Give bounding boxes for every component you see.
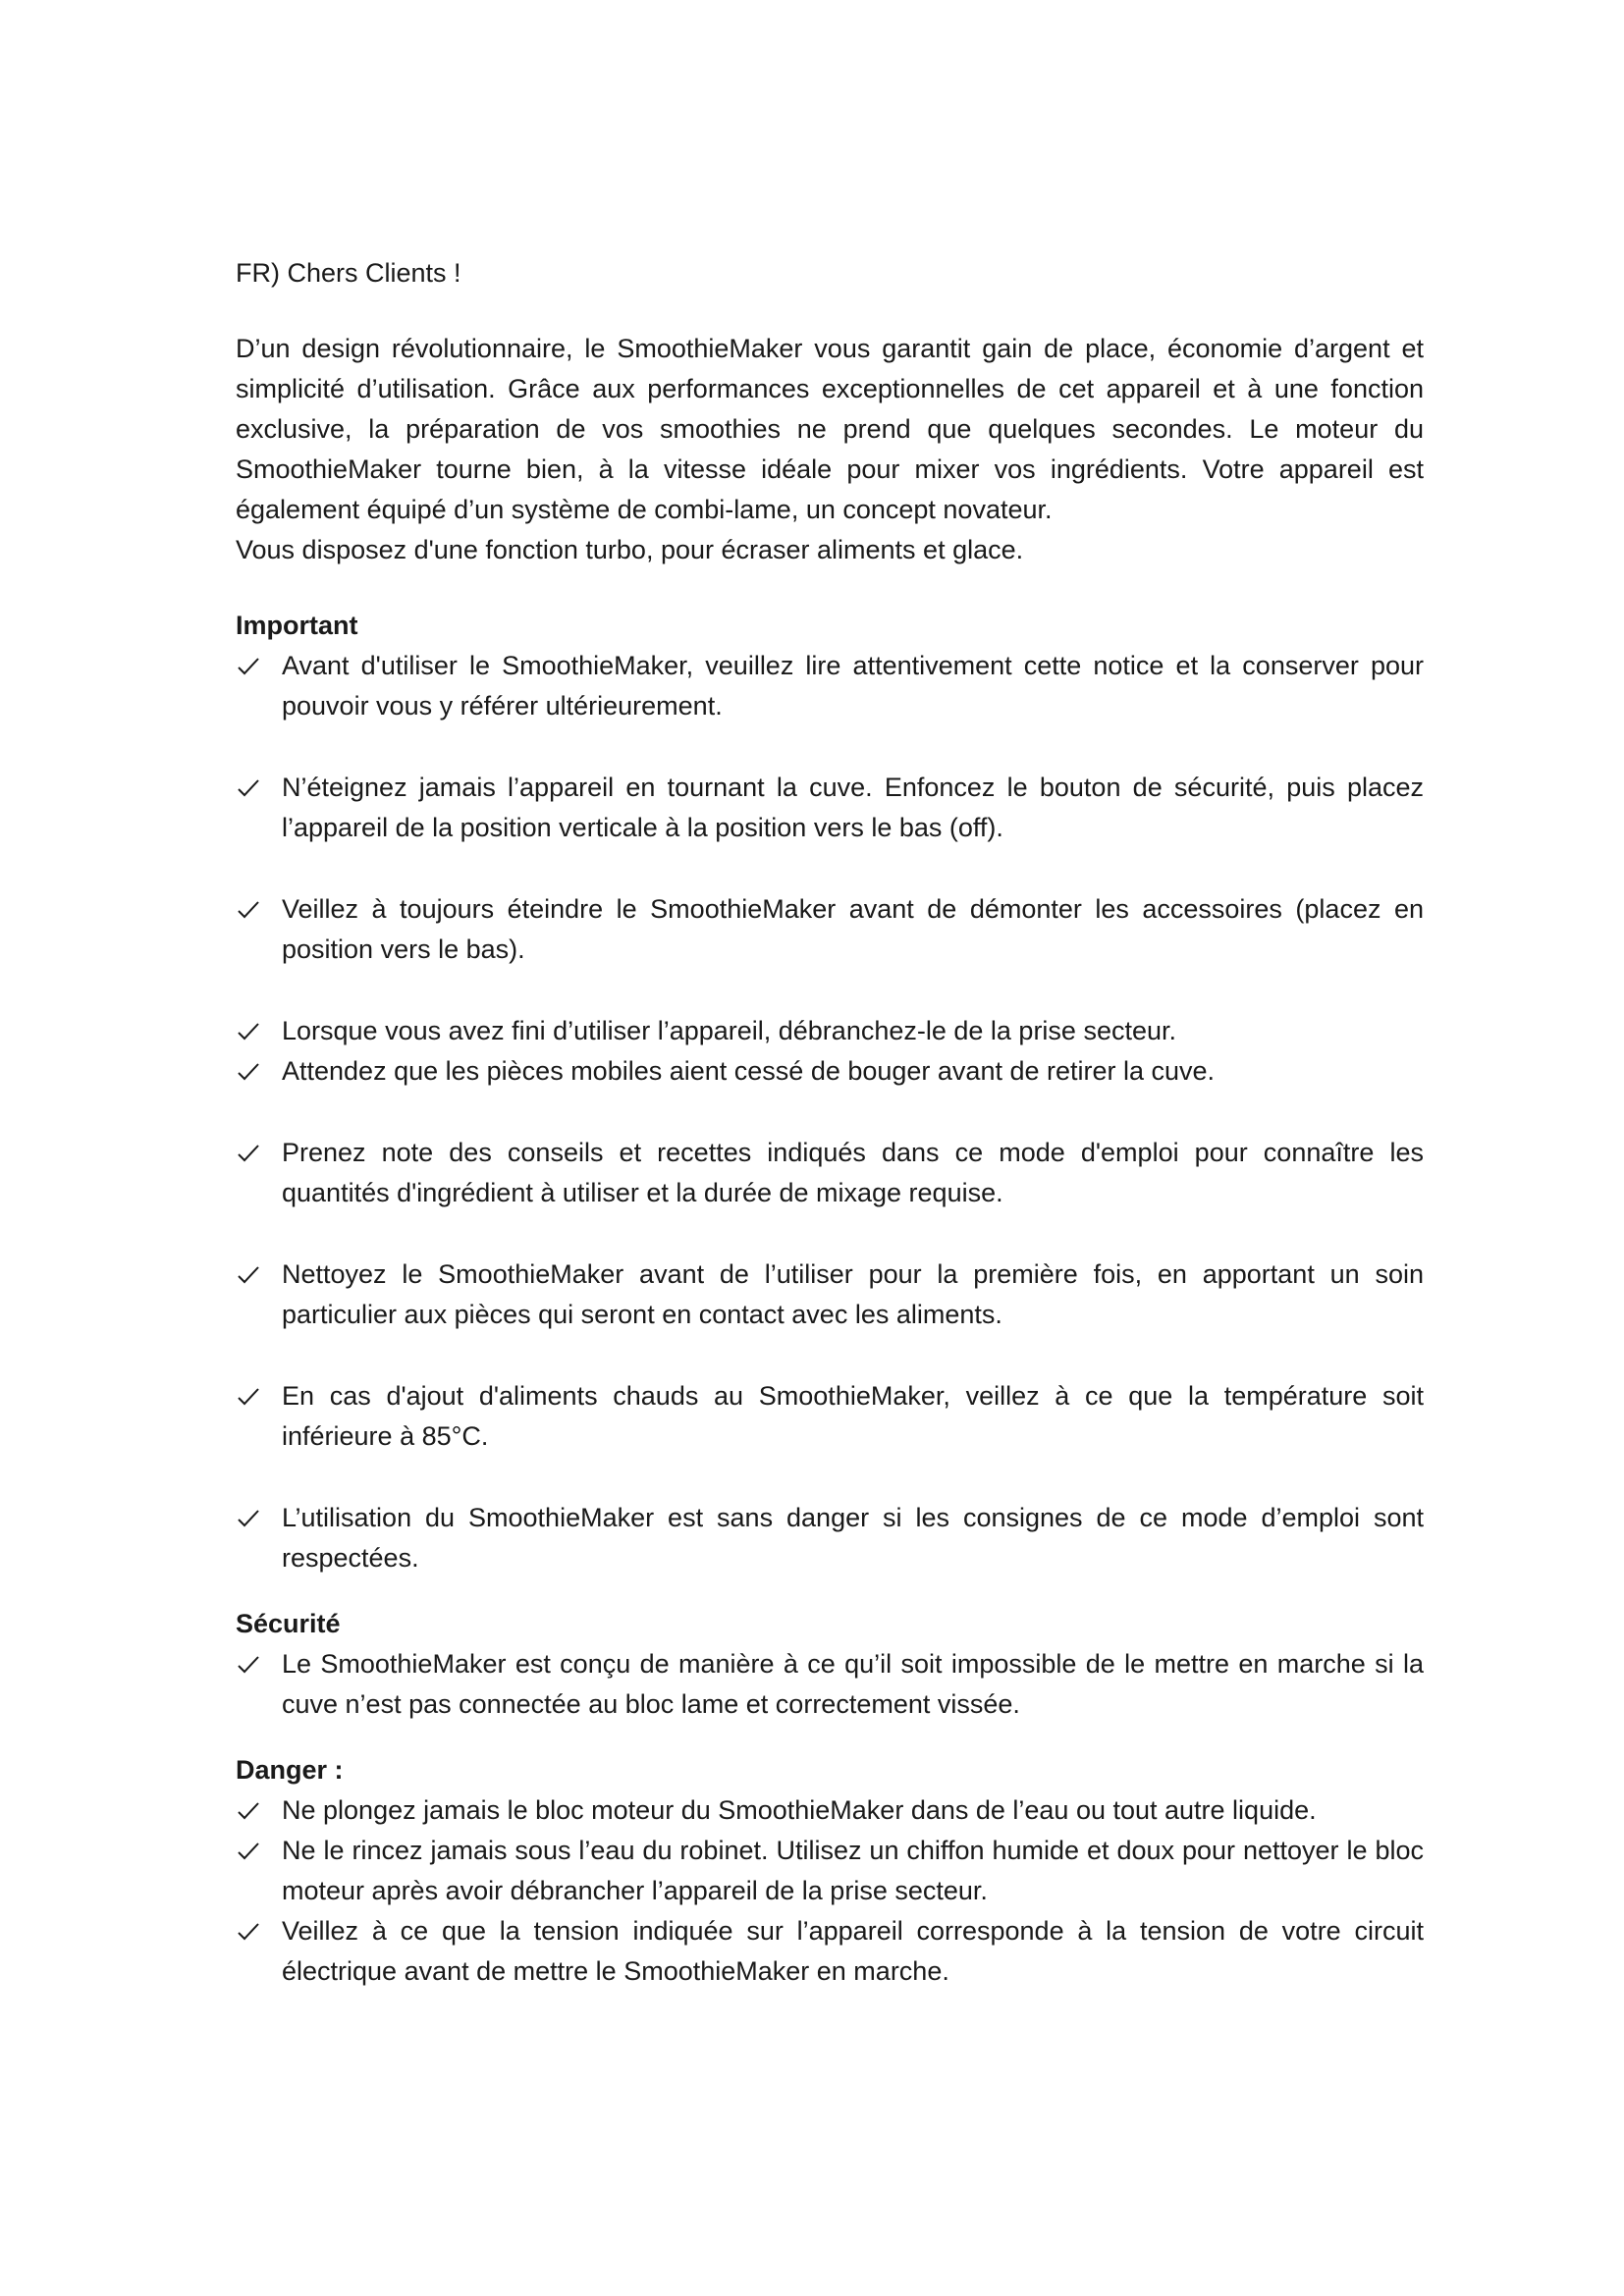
important-item: [236, 1498, 1424, 1578]
important-item: [236, 1133, 1424, 1213]
securite-title: Sécurité: [236, 1609, 341, 1638]
checkmark-icon: [238, 889, 267, 930]
danger-item-text: Ne le rincez jamais sous l’eau du robinet. Utilisez un chiffon humide et doux pour nettoyer le bloc moteur après avoir débrancher l’appareil de la prise secteur.: [282, 1836, 1424, 1905]
important-item-text: Avant d'utiliser le SmoothieMaker, veuillez lire attentivement cette notice et la conserver pour pouvoir vous y référer ultérieurement.: [282, 651, 1424, 721]
important-item: [236, 1255, 1424, 1335]
important-item-text: Lorsque vous avez fini d’utiliser l’appareil, débranchez-le de la prise secteur.: [282, 1016, 1176, 1045]
important-item: [236, 889, 1424, 970]
intro-section: [236, 329, 1424, 570]
danger-list: [236, 1790, 1424, 1992]
securite-section: [236, 1604, 1424, 1725]
checkmark-icon: [238, 646, 267, 686]
important-item-text: Attendez que les pièces mobiles aient cessé de bouger avant de retirer la cuve.: [282, 1056, 1216, 1086]
intro-turbo-line: Vous disposez d'une fonction turbo, pour écraser aliments et glace.: [236, 535, 1024, 564]
checkmark-icon: [238, 1644, 267, 1684]
intro-paragraph: D’un design révolutionnaire, le SmoothieMaker vous garantit gain de place, économie d’argent et simplicité d’utilisation. Grâce aux performances exceptionnelles de cet appareil et à une fonction exclusive, la préparation de vos smoothies ne prend que quelques secondes. Le moteur du SmoothieMaker tourne bien, à la vitesse idéale pour mixer vos ingrédients. Votre appareil est également équipé d’un système de combi-lame, un concept novateur.: [236, 334, 1424, 524]
checkmark-icon: [238, 1133, 267, 1173]
checkmark-icon: [238, 1376, 267, 1416]
danger-section: [236, 1750, 1424, 1992]
important-item-text: N’éteignez jamais l’appareil en tournant la cuve. Enfoncez le bouton de sécurité, puis placez l’appareil de la position verticale à la position vers le bas (off).: [282, 773, 1424, 842]
important-section: [236, 606, 1424, 1578]
important-item: [236, 646, 1424, 726]
important-item: [236, 1011, 1424, 1051]
checkmark-icon: [238, 768, 267, 808]
danger-item-text: Veillez à ce que la tension indiquée sur l’appareil corresponde à la tension de votre circuit électrique avant de mettre le SmoothieMaker en marche.: [282, 1916, 1424, 1986]
danger-item: [236, 1790, 1424, 1831]
checkmark-icon: [238, 1911, 267, 1951]
important-list: [236, 646, 1424, 1578]
important-item-text: En cas d'ajout d'aliments chauds au SmoothieMaker, veillez à ce que la température soit inférieure à 85°C.: [282, 1381, 1424, 1451]
important-item-text: Prenez note des conseils et recettes indiqués dans ce mode d'emploi pour connaître les quantités d'ingrédient à utiliser et la durée de mixage requise.: [282, 1138, 1424, 1207]
checkmark-icon: [238, 1011, 267, 1051]
securite-item-text: Le SmoothieMaker est conçu de manière à ce qu’il soit impossible de le mettre en marche si la cuve n’est pas connectée au bloc lame et correctement vissée.: [282, 1649, 1424, 1719]
checkmark-icon: [238, 1051, 267, 1092]
important-item: [236, 768, 1424, 848]
securite-list: [236, 1644, 1424, 1725]
important-item: [236, 1376, 1424, 1457]
important-title: Important: [236, 611, 358, 640]
checkmark-icon: [238, 1498, 267, 1538]
danger-item-text: Ne plongez jamais le bloc moteur du SmoothieMaker dans de l’eau ou tout autre liquide.: [282, 1795, 1317, 1825]
danger-item: [236, 1831, 1424, 1911]
securite-item: [236, 1644, 1424, 1725]
greeting-heading: FR) Chers Clients !: [236, 258, 461, 288]
checkmark-icon: [238, 1790, 267, 1831]
important-item-text: L’utilisation du SmoothieMaker est sans danger si les consignes de ce mode d’emploi sont respectées.: [282, 1503, 1424, 1573]
danger-title: Danger :: [236, 1755, 344, 1785]
document-content: [236, 253, 1424, 1992]
important-item-text: Nettoyez le SmoothieMaker avant de l’utiliser pour la première fois, en apportant un soin particulier aux pièces qui seront en contact avec les aliments.: [282, 1259, 1424, 1329]
danger-item: [236, 1911, 1424, 1992]
checkmark-icon: [238, 1831, 267, 1871]
important-item-text: Veillez à toujours éteindre le SmoothieMaker avant de démonter les accessoires (placez en position vers le bas).: [282, 894, 1424, 964]
checkmark-icon: [238, 1255, 267, 1295]
important-item: [236, 1051, 1424, 1092]
